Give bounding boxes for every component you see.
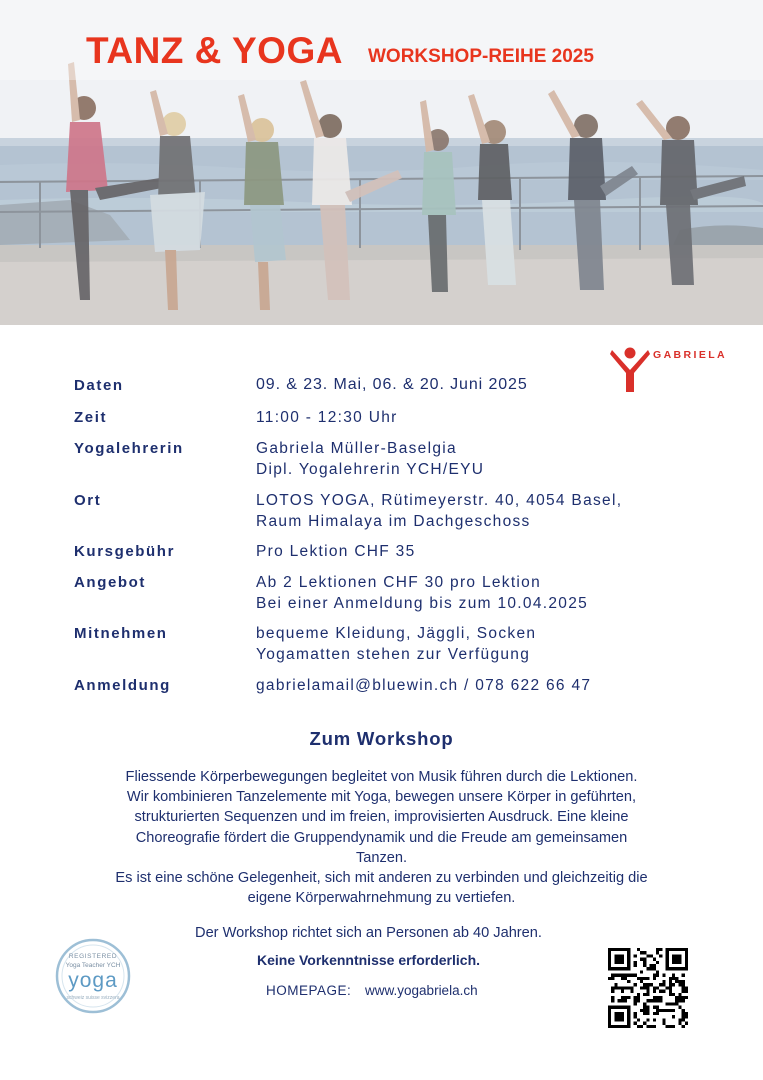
prerequisites-text: Keine Vorkenntnisse erforderlich.: [256, 952, 481, 968]
info-label: Ort: [74, 492, 102, 509]
hero-photo: [0, 0, 763, 325]
info-value: LOTOS YOGA, Rütimeyerstr. 40, 4054 Basel,: [256, 492, 623, 509]
info-label: Angebot: [74, 574, 147, 591]
info-value: Yogamatten stehen zur Verfügung: [256, 646, 531, 663]
homepage-link[interactable]: www.yogabriela.ch: [365, 983, 478, 998]
info-value: Bei einer Anmeldung bis zum 10.04.2025: [256, 595, 589, 612]
audience-text: Der Workshop richtet sich an Personen ab 40 Jahren.: [195, 925, 542, 941]
homepage-line: [266, 983, 478, 998]
description-line: Fliessende Körperbewegungen begleitet von Musik führen durch die Lektionen.: [125, 769, 638, 785]
description-line: Choreografie fördert die Gruppendynamik und die Freude am gemeinsamen: [135, 829, 628, 846]
qr-code-graphic: [608, 948, 688, 1028]
info-value: Gabriela Müller-Baselgia: [256, 440, 457, 457]
badge-yoga-word: yoga: [68, 969, 118, 992]
info-label: Anmeldung: [74, 677, 171, 694]
badge-line: schweiz suisse svizzera: [66, 995, 120, 1001]
poster-title: TANZ & YOGA: [86, 30, 343, 71]
info-value: bequeme Kleidung, Jäggli, Socken: [256, 625, 537, 642]
gabriela-logo: [610, 346, 740, 396]
workshop-heading: Zum Workshop: [309, 728, 454, 749]
workshop-description: [40, 767, 723, 908]
qr-code-icon[interactable]: [608, 948, 688, 1028]
registered-yoga-teacher-badge: [55, 938, 131, 1014]
description-line: Es ist eine schöne Gelegenheit, sich mit anderen zu verbinden und gleichzeitig die: [115, 870, 648, 887]
contact-value[interactable]: gabrielamail@bluewin.ch / 078 622 66 47: [256, 677, 592, 694]
description-line: strukturierten Sequenzen und im freien, improvisierten Ausdruck. Eine kleine: [134, 809, 629, 826]
badge-line: REGISTERED: [68, 953, 118, 960]
logo-text: GABRIELA: [653, 349, 728, 361]
info-value: Raum Himalaya im Dachgeschoss: [256, 513, 531, 530]
info-value: Ab 2 Lektionen CHF 30 pro Lektion: [256, 574, 542, 591]
info-label: Zeit: [74, 409, 108, 426]
info-value: Pro Lektion CHF 35: [256, 543, 416, 560]
info-label: Daten: [74, 377, 124, 394]
homepage-label: HOMEPAGE:: [266, 983, 352, 998]
badge-line: Yoga Teacher YCH: [65, 962, 121, 969]
poster-subtitle: WORKSHOP-REIHE 2025: [368, 46, 594, 67]
info-value: 11:00 - 12:30 Uhr: [256, 409, 398, 426]
info-value: Dipl. Yogalehrerin YCH/EYU: [256, 461, 485, 478]
info-label: Mitnehmen: [74, 625, 168, 642]
info-label: Yogalehrerin: [74, 440, 184, 457]
person-y-icon: [610, 346, 652, 394]
description-line: Wir kombinieren Tanzelemente mit Yoga, bewegen unsere Körper in geführten,: [126, 789, 637, 806]
description-line: eigene Körperwahrnehmung zu vertiefen.: [247, 890, 516, 907]
info-value: 09. & 23. Mai, 06. & 20. Juni 2025: [256, 376, 528, 393]
info-label: Kursgebühr: [74, 543, 176, 560]
description-line: Tanzen.: [355, 849, 408, 866]
